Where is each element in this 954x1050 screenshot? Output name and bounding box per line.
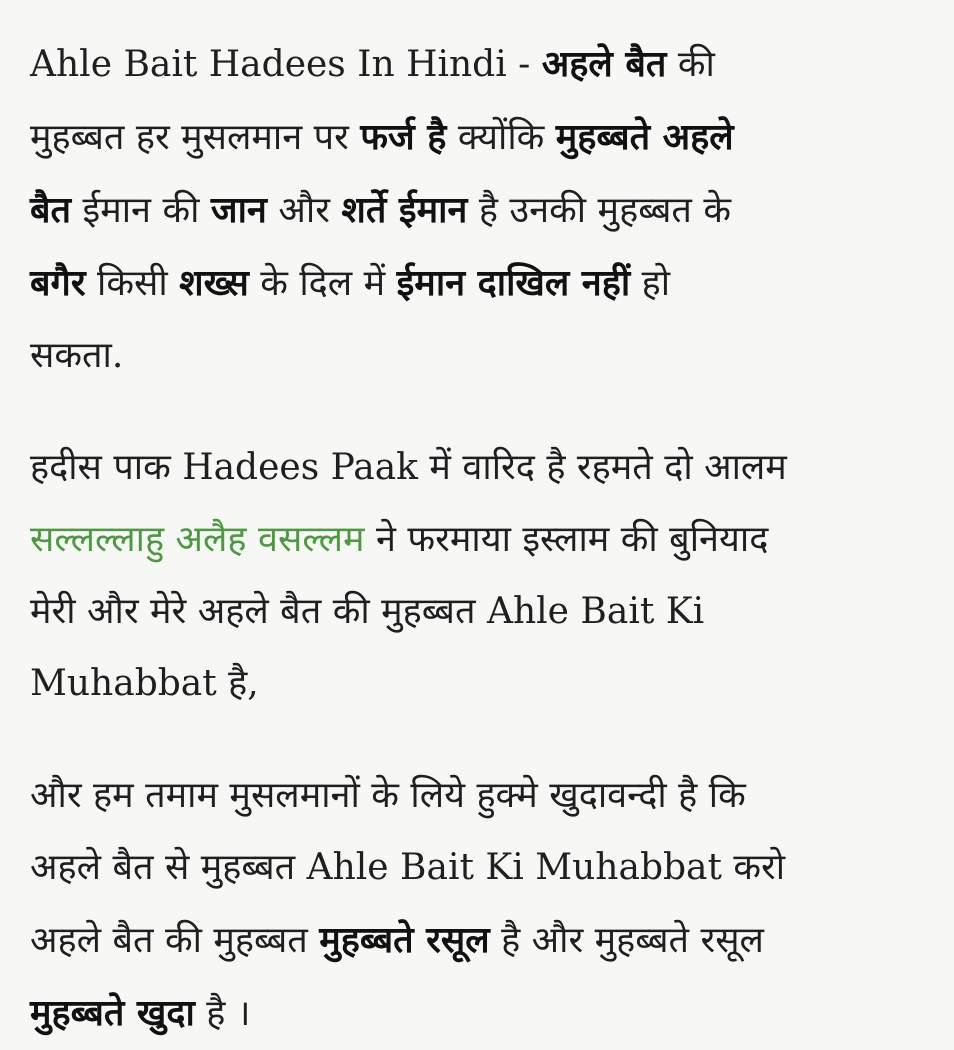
body-text: है । (194, 993, 251, 1034)
text-line (30, 432, 930, 504)
body-text: हो (630, 263, 671, 304)
body-text: और (266, 190, 342, 231)
body-text: और हम तमाम मुसलमानों के लिये हुक्मे खुदावन्दी है कि (30, 775, 746, 816)
text-line (30, 247, 930, 320)
body-text: मेरी और मेरे अहले बैत की मुहब्बत Ahle Bait Ki (30, 591, 705, 632)
bold-text: शर्ते ईमान (341, 189, 468, 231)
body-text: की (666, 44, 715, 85)
text-line (30, 832, 930, 904)
paragraph-1 (30, 28, 930, 392)
text-line (30, 904, 930, 977)
bold-text: फर्ज है (360, 116, 447, 158)
text-line (30, 174, 930, 247)
paragraph-2 (30, 432, 930, 720)
text-line (30, 101, 930, 174)
body-text: अहले बैत की मुहब्बत (30, 920, 320, 961)
text-line (30, 576, 930, 648)
paragraph-3 (30, 760, 930, 1050)
bold-text: मुहब्बते अहले (555, 116, 734, 158)
body-text: मुहब्बत हर मुसलमान पर (30, 117, 361, 158)
bold-text: अहले बैत (541, 43, 667, 85)
body-text: Muhabbat है, (30, 663, 259, 704)
body-text: अहले बैत से मुहब्बत Ahle Bait Ki Muhabbat करो (30, 847, 786, 888)
bold-text: ईमान दाखिल नहीं (396, 262, 631, 304)
bold-text: बगैर (30, 262, 86, 304)
bold-text: बैत (30, 189, 72, 231)
body-text: है और मुहब्बते रसूल (489, 920, 764, 961)
bold-text: जान (210, 189, 267, 231)
body-text: ईमान की (71, 190, 211, 231)
body-text: Ahle Bait Hadees In Hindi - (30, 44, 542, 85)
highlighted-text: सल्लल्लाहु अलैह वसल्लम (30, 519, 365, 560)
bold-text: शख्स (179, 262, 249, 304)
body-text: ने फरमाया इस्लाम की बुनियाद (364, 519, 769, 560)
body-text: है उनकी मुहब्बत के (467, 190, 732, 231)
text-line (30, 760, 930, 832)
bold-text: मुहब्बते रसूल (319, 919, 490, 961)
body-text: सकता. (30, 335, 124, 376)
body-text: क्योंकि (446, 117, 556, 158)
body-text: किसी (85, 263, 180, 304)
text-line (30, 504, 930, 576)
text-line (30, 28, 930, 101)
body-text: हदीस पाक Hadees Paak में वारिद है रहमते दो आलम (30, 447, 787, 488)
text-line (30, 977, 930, 1050)
text-line (30, 320, 930, 392)
body-text: के दिल में (248, 263, 397, 304)
text-line (30, 648, 930, 720)
bold-text: मुहब्बते खुदा (30, 992, 195, 1034)
